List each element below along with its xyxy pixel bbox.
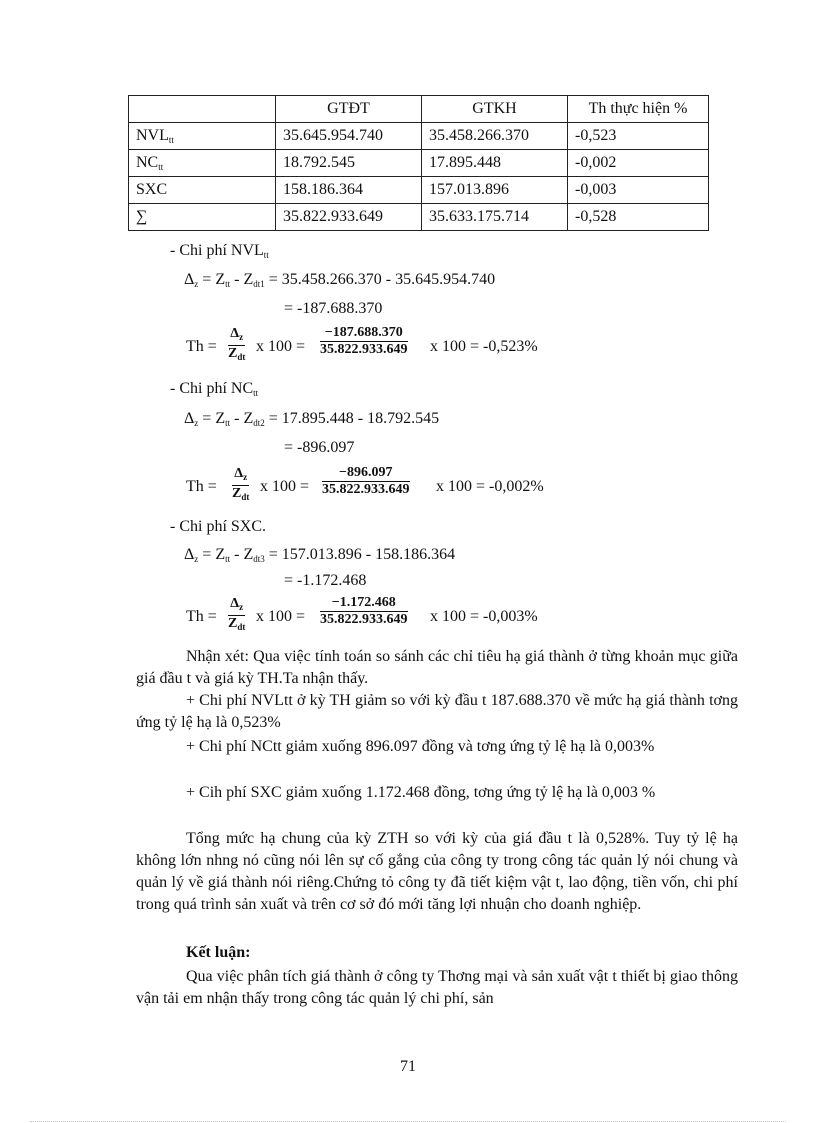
table-header [129, 96, 276, 123]
table-header-row [129, 96, 709, 123]
small-fraction: $\Delta_z$ $Z_{dt}$ [228, 596, 246, 632]
page-bottom-divider [30, 1121, 786, 1122]
paragraph-nvl: + Chi phí NVLtt ở kỳ TH giảm so với kỳ đầu t 187.688.370 về mức hạ giá thành tơng ứng tỷ lệ hạ là 0,523% [136, 692, 738, 731]
x100-label: x 100 = [260, 478, 310, 495]
table-row [129, 150, 709, 177]
th-fraction-nvl: $\frac{-187.688.370}{35.822.933.649}$ [320, 325, 408, 357]
row-label: ∑ [129, 204, 276, 231]
cell-gtdt: 158.186.364 [276, 177, 422, 204]
th-label: Th = [186, 478, 217, 495]
delta-formula-nc: $\Delta_z = Z_{tt} - Z_{dt2} = 17.895.448 - 18.792.545$ [184, 410, 440, 428]
delta-result-nc: = -896.097 [284, 439, 355, 456]
table-header: GTĐT [276, 96, 422, 123]
paragraph-summary: Tổng mức hạ chung của kỳ ZTH so với kỳ của giá đầu t là 0,528%. Tuy tỷ lệ hạ không lớn nhng nó cũng nói lên sự cố gắng của công ty trong công tác quản lý nói chung và quản lý về giá thành nói riêng.Chứng tỏ công ty đã tiết kiệm vật t, lao động, tiền vốn, chi phí trong quá trình sản xuất và trên cơ sở đó mới tăng lợi nhuận cho doanh nghiệp. [136, 830, 738, 913]
cell-gtdt: 35.822.933.649 [276, 204, 422, 231]
th-result-sxc: x 100 = -0,003% [430, 608, 538, 625]
section-heading-nc: - Chi phí $NC_{tt}$ [170, 380, 259, 398]
delta-result-nvl: = -187.688.370 [284, 300, 383, 317]
cell-gtdt: 18.792.545 [276, 150, 422, 177]
th-fraction-sxc: $\frac{-1.172.468}{35.822.933.649}$ [320, 595, 408, 627]
small-fraction: $\Delta_z$ $Z_{dt}$ [228, 326, 246, 362]
cell-gtkh: 157.013.896 [422, 177, 568, 204]
paragraph-nc: + Chi phí NCtt giảm xuống 896.097 đồng và tơng ứng tỷ lệ hạ là 0,003% [186, 738, 655, 755]
cost-comparison-table [128, 95, 709, 231]
delta-formula-nvl: $\Delta_z = Z_{tt} - Z_{dt1} = 35.458.266.370 - 35.645.954.740$ [184, 271, 496, 289]
table-row [129, 177, 709, 204]
th-result-nc: x 100 = -0,002% [436, 478, 544, 495]
conclusion-title: Kết luận: [186, 944, 251, 961]
table-header: GTKH [422, 96, 568, 123]
th-result-nvl: x 100 = -0,523% [430, 338, 538, 355]
table-header: Th thực hiện % [568, 96, 709, 123]
row-label: $NVL_{tt}$ [129, 123, 276, 150]
cell-gtkh: 17.895.448 [422, 150, 568, 177]
paragraph-conclusion: Qua việc phân tích giá thành ở công ty Thơng mại và sản xuất vật t thiết bị giao thông vận tải em nhận thấy trong công tác quản lý chi phí, sản [136, 968, 738, 1007]
cell-gtkh: 35.458.266.370 [422, 123, 568, 150]
delta-result-sxc: = -1.172.468 [284, 572, 367, 589]
cell-th: -0,002 [568, 150, 709, 177]
table-row [129, 123, 709, 150]
paragraph-remark: Nhận xét: Qua việc tính toán so sánh các chỉ tiêu hạ giá thành ở từng khoản mục giữa giá đầu t và giá kỳ TH.Ta nhận thấy. [136, 648, 738, 687]
th-label: Th = [186, 338, 217, 355]
th-label: Th = [186, 608, 217, 625]
table-row [129, 204, 709, 231]
cell-gtkh: 35.633.175.714 [422, 204, 568, 231]
x100-label: x 100 = [256, 608, 306, 625]
section-heading-sxc: - Chi phí SXC. [170, 518, 267, 535]
x100-label: x 100 = [256, 338, 306, 355]
row-label: SXC [129, 177, 276, 204]
th-fraction-nc: $\frac{-896.097}{35.822.933.649}$ [322, 465, 410, 497]
cell-th: -0,528 [568, 204, 709, 231]
section-heading-nvl: - Chi phí $NVL_{tt}$ [170, 242, 269, 260]
small-fraction: $\Delta_z$ $Z_{dt}$ [232, 466, 250, 502]
delta-formula-sxc: $\Delta_z = Z_{tt} - Z_{dt3} = 157.013.896 - 158.186.364$ [184, 546, 456, 564]
cell-th: -0,523 [568, 123, 709, 150]
page-number: 71 [400, 1058, 416, 1075]
cell-th: -0,003 [568, 177, 709, 204]
paragraph-sxc: + Cih phí SXC giảm xuống 1.172.468 đồng, tơng ứng tỷ lệ hạ là 0,003 % [186, 784, 656, 801]
row-label: $NC_{tt}$ [129, 150, 276, 177]
cell-gtdt: 35.645.954.740 [276, 123, 422, 150]
